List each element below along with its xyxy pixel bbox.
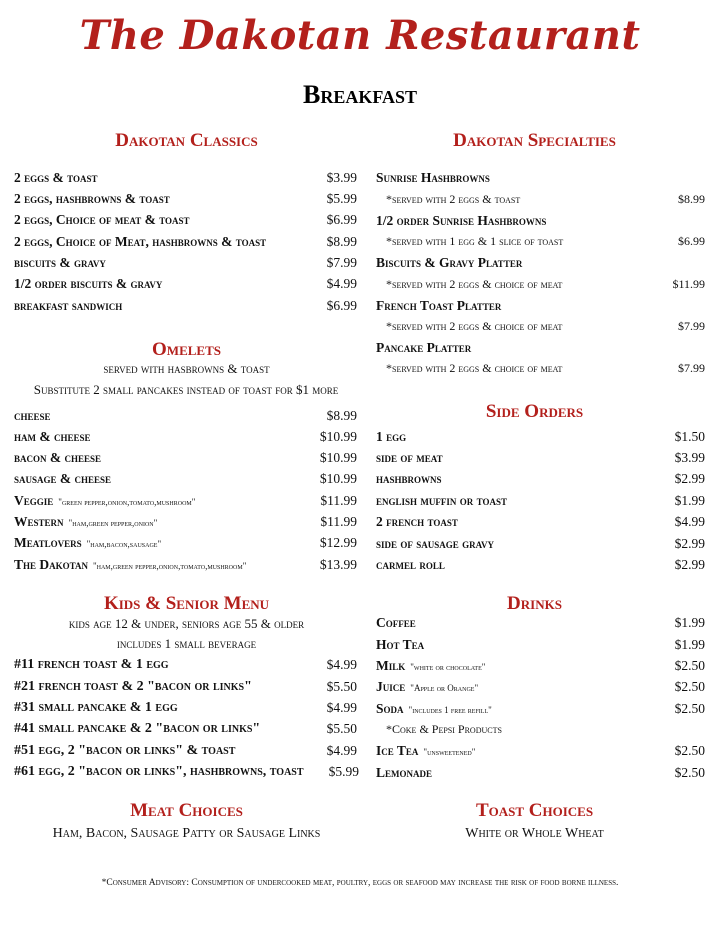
classics-item: biscuits & gravy $7.99	[14, 255, 357, 270]
classics-item: 2 eggs & toast $3.99	[14, 170, 357, 185]
meat-choices-text: Ham, Bacon, Sausage Patty or Sausage Links	[52, 826, 321, 841]
omelets-substitute-note: Substitute 2 small pancakes instead of toast for $1 more	[33, 382, 339, 397]
specialties-item: 1/2 order Sunrise Hashbrowns	[376, 213, 547, 228]
classics-heading: Dakotan Classics	[115, 130, 258, 151]
side-item: side of meat $3.99	[376, 450, 705, 465]
drink-item: Lemonade $2.50	[376, 765, 705, 780]
consumer-advisory: *Consumer Advisory: Consumption of undercooked meat, poultry, eggs or seafood may increase the risk of food borne illness.	[101, 878, 619, 888]
side-orders-heading: Side Orders	[485, 401, 584, 422]
kids-item: #31 small pancake & 1 egg $4.99	[14, 700, 357, 715]
toast-choices-text: White or Whole Wheat	[465, 826, 604, 841]
specialties-item: *served with 2 eggs & choice of meat $7.99	[386, 361, 705, 375]
restaurant-title: The Dakotan Restaurant	[79, 12, 641, 59]
kids-senior-heading: Kids & Senior Menu	[103, 593, 270, 614]
classics-item: 2 eggs, Choice of Meat, hashbrowns & toast $8.99	[14, 234, 357, 249]
specialties-item: *served with 2 eggs & choice of meat $7.99	[386, 319, 705, 333]
specialties-heading: Dakotan Specialties	[453, 130, 616, 151]
meat-choices-heading: Meat Choices	[130, 800, 243, 821]
omelet-item: ham & cheese $10.99	[14, 429, 357, 444]
classics-item: breakfast sandwich $6.99	[14, 298, 357, 313]
classics-item: 1/2 order biscuits & gravy $4.99	[14, 276, 357, 291]
omelet-item: cheese $8.99	[14, 408, 357, 423]
classics-item: 2 eggs, Choice of meat & toast $6.99	[14, 212, 357, 227]
drink-item: Milk "white or chocolate" $2.50	[376, 658, 705, 673]
kids-item: #41 small pancake & 2 "bacon or links" $5.50	[14, 721, 357, 736]
omelet-item: sausage & cheese $10.99	[14, 471, 357, 486]
side-item: carmel roll $2.99	[376, 557, 705, 572]
classics-item: 2 eggs, hashbrowns & toast $5.99	[14, 191, 357, 206]
omelet-item: Veggie "green pepper,onion,tomato,mushroom" $11.99	[14, 493, 357, 508]
drink-item: Coffee $1.99	[376, 615, 705, 630]
omelets-note: served with hasbrowns & toast	[103, 361, 270, 376]
kids-item: #11 french toast & 1 egg $4.99	[14, 657, 357, 672]
drink-item: Ice Tea "unsweetened" $2.50	[376, 743, 705, 758]
specialties-item: French Toast Platter	[376, 298, 502, 313]
side-item: 1 egg $1.50	[376, 429, 705, 444]
omelet-item: Meatlovers "ham,bacon,sausage" $12.99	[14, 535, 357, 550]
drink-note: *Coke & Pepsi Products	[386, 722, 502, 736]
side-item: 2 french toast $4.99	[376, 514, 705, 529]
specialties-item: Pancake Platter	[376, 340, 472, 355]
specialties-item: Sunrise Hashbrowns	[376, 170, 490, 185]
kids-age-note: kids age 12 & under, seniors age 55 & older	[68, 616, 305, 631]
side-item: side of sausage gravy $2.99	[376, 536, 705, 551]
kids-item: #51 egg, 2 "bacon or links" & toast $4.99	[14, 743, 357, 758]
drink-item: Juice "Apple or Orange" $2.50	[376, 679, 705, 694]
side-item: english muffin or toast $1.99	[376, 493, 705, 508]
omelet-item: The Dakotan "ham,green pepper,onion,tomato,mushroom" $13.99	[14, 557, 357, 572]
omelet-item: Western "ham,green pepper,onion" $11.99	[14, 514, 357, 529]
kids-beverage-note: includes 1 small beverage	[116, 636, 257, 651]
omelet-item: bacon & cheese $10.99	[14, 450, 357, 465]
drinks-heading: Drinks	[507, 593, 562, 614]
specialties-item: Biscuits & Gravy Platter	[376, 255, 523, 270]
specialties-item: *served with 2 eggs & choice of meat $11.99	[386, 277, 705, 291]
specialties-item: *served with 2 eggs & toast $8.99	[386, 192, 705, 206]
menu-title: Breakfast	[302, 80, 418, 109]
drink-item: Hot Tea $1.99	[376, 637, 705, 652]
drink-item: Soda "includes 1 free refill" $2.50	[376, 701, 705, 716]
toast-choices-heading: Toast Choices	[475, 800, 594, 821]
side-item: hashbrowns $2.99	[376, 471, 705, 486]
omelets-heading: Omelets	[152, 339, 221, 360]
kids-item: #21 french toast & 2 "bacon or links" $5.50	[14, 679, 357, 694]
kids-item: #61 egg, 2 "bacon or links", hashbrowns, toast $5.99	[14, 764, 359, 779]
specialties-item: *served with 1 egg & 1 slice of toast $6.99	[386, 234, 705, 248]
